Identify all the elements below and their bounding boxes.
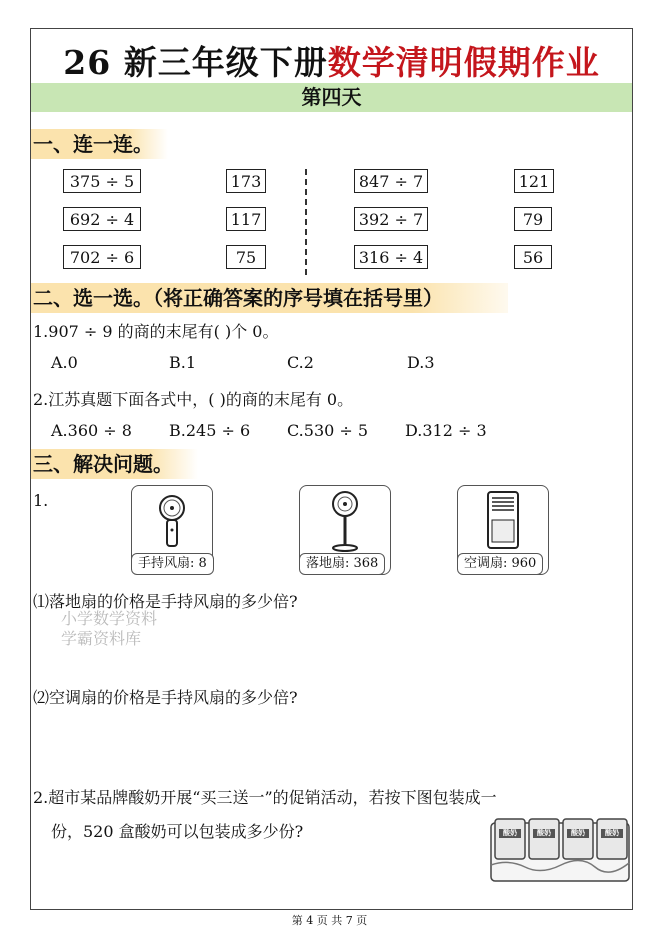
problem-2-line-2: 份，520 盒酸奶可以包装成多少份?: [51, 822, 304, 841]
option-d: D.312 ÷ 3: [405, 421, 487, 440]
match-expression: 375 ÷ 5: [63, 169, 141, 193]
match-expression: 702 ÷ 6: [63, 245, 141, 269]
yogurt-label: 酸奶: [503, 828, 517, 837]
air-cooler-icon: [458, 486, 548, 556]
yogurt-pack-illustration: [489, 815, 635, 887]
product-label: 手持风扇: 8: [131, 553, 214, 575]
problem-2-line-1: 2.超市某品牌酸奶开展“买三送一”的促销活动，若按下图包装成一: [33, 788, 497, 807]
page-footer: 第 4 页 共 7 页: [291, 914, 368, 927]
product-label: 落地扇: 368: [299, 553, 385, 575]
option-a: A.0: [51, 353, 78, 372]
worksheet-title: [31, 37, 632, 84]
question-2: 2.江苏真题下面各式中，( )的商的末尾有 0。: [33, 390, 354, 409]
product-card-floor-fan: [299, 485, 391, 575]
match-expression: 847 ÷ 7: [354, 169, 428, 193]
question-1: 1.907 ÷ 9 的商的末尾有( )个 0。: [33, 322, 279, 341]
match-result: 117: [226, 207, 266, 231]
option-a: A.360 ÷ 8: [51, 421, 132, 440]
title-grade: 26 新三年级下册: [63, 43, 328, 82]
yogurt-cups-icon: [489, 815, 635, 887]
match-expression: 392 ÷ 7: [354, 207, 428, 231]
match-expression: 692 ÷ 4: [63, 207, 141, 231]
yogurt-label: 酸奶: [571, 828, 585, 837]
section3-heading: 三、解决问题。: [31, 449, 198, 479]
match-result: 121: [514, 169, 554, 193]
product-card-handheld-fan: [131, 485, 213, 575]
yogurt-label: 酸奶: [537, 828, 551, 837]
watermark: [61, 609, 157, 649]
match-result: 79: [514, 207, 552, 231]
match-result: 75: [226, 245, 266, 269]
divider-dashed: [305, 169, 307, 275]
problem-1-number: 1.: [33, 491, 49, 510]
product-label: 空调扇: 960: [457, 553, 543, 575]
problem-1-subquestion-2: ⑵空调扇的价格是手持风扇的多少倍?: [33, 688, 298, 707]
handheld-fan-icon: [132, 486, 212, 556]
option-b: B.245 ÷ 6: [169, 421, 251, 440]
option-d: D.3: [407, 353, 435, 372]
match-expression: 316 ÷ 4: [354, 245, 428, 269]
match-result: 173: [226, 169, 266, 193]
problem-1-subquestion-1: ⑴落地扇的价格是手持风扇的多少倍?: [33, 592, 298, 611]
product-card-air-cooler: [457, 485, 549, 575]
yogurt-label: 酸奶: [605, 828, 619, 837]
title-subject: 数学清明假期作业: [327, 43, 600, 82]
match-result: 56: [514, 245, 552, 269]
option-c: C.530 ÷ 5: [287, 421, 369, 440]
watermark-line: 学霸资料库: [61, 629, 142, 648]
worksheet-frame: [30, 28, 633, 910]
watermark-line: 小学数学资料: [61, 609, 158, 628]
section2-heading: 二、选一选。（将正确答案的序号填在括号里）: [31, 283, 508, 313]
option-b: B.1: [169, 353, 197, 372]
section1-heading: 一、连一连。: [31, 129, 168, 159]
floor-fan-icon: [300, 486, 390, 556]
option-c: C.2: [287, 353, 314, 372]
day-banner: 第四天: [31, 83, 632, 112]
